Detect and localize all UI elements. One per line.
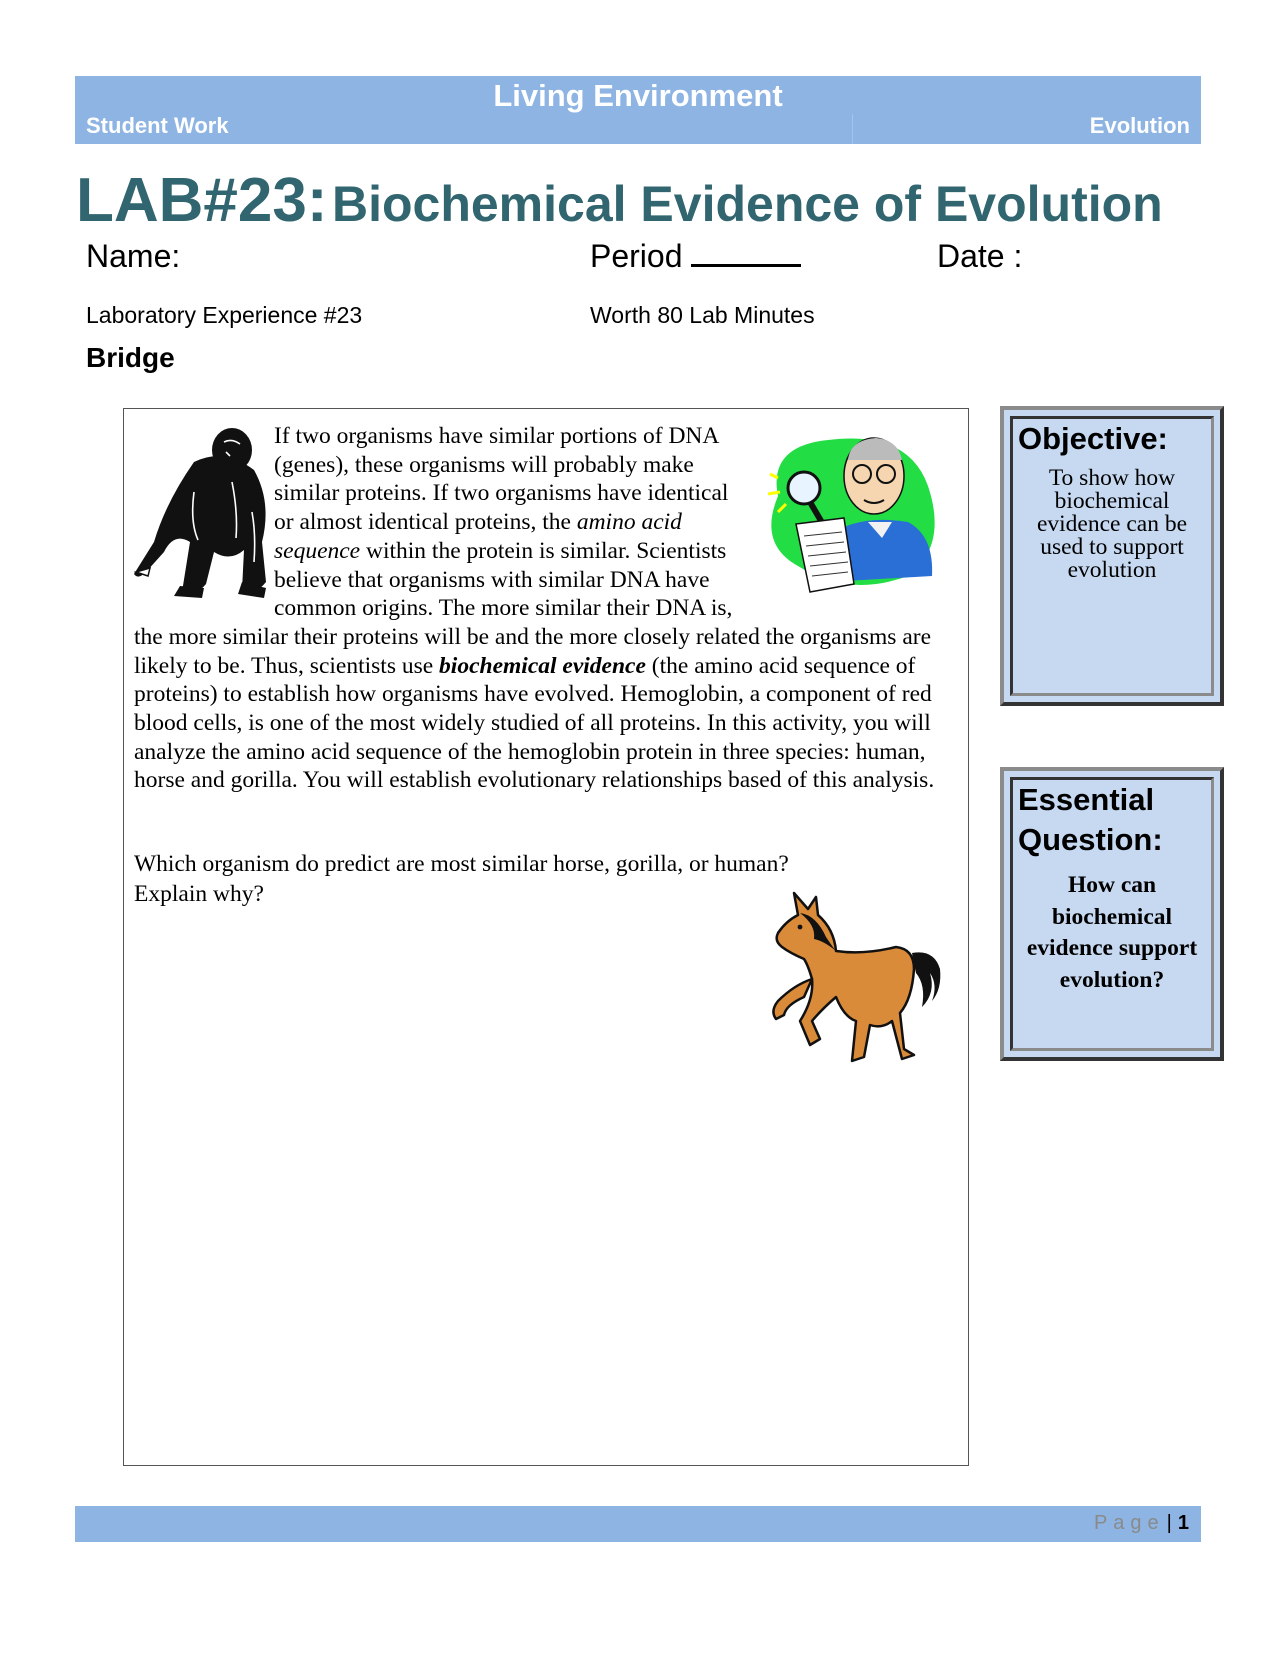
date-field[interactable] bbox=[937, 236, 1022, 276]
essential-heading-line-1: Essential bbox=[1018, 782, 1155, 817]
lab-number: LAB#23: bbox=[76, 166, 328, 235]
name-field[interactable] bbox=[86, 236, 180, 276]
question-line-1: Which organism do predict are most similar horse, gorilla, or human? bbox=[134, 851, 789, 877]
intro-text-part1: If two organisms have similar portions of DNA (genes), these organisms will probably make similar proteins. If two organisms have identical or almost identical proteins, the bbox=[274, 423, 729, 536]
period-field[interactable] bbox=[590, 236, 801, 276]
intro-paragraph bbox=[134, 422, 952, 795]
objective-heading: Objective: bbox=[1018, 421, 1168, 456]
lab-subtitle: Biochemical Evidence of Evolution bbox=[331, 176, 1163, 232]
header-band bbox=[75, 76, 1201, 144]
period-label: Period bbox=[590, 238, 683, 274]
essential-heading-line-2: Question: bbox=[1018, 822, 1163, 857]
amino-acid-term: amino acid sequence bbox=[274, 509, 682, 564]
content-box bbox=[123, 408, 969, 1466]
essential-question-inner bbox=[1010, 777, 1214, 1051]
header-right-label: Evolution bbox=[1089, 113, 1190, 138]
footer-band bbox=[75, 1506, 1201, 1542]
scientist-icon bbox=[758, 426, 948, 598]
name-label: Name: bbox=[86, 238, 181, 274]
essential-question-box bbox=[1000, 767, 1224, 1061]
page-word: Page bbox=[1093, 1512, 1165, 1534]
header-divider bbox=[852, 114, 853, 144]
gorilla-image bbox=[134, 422, 274, 604]
page-separator: | bbox=[1166, 1512, 1172, 1534]
essential-question-text: How can biochemical evidence support evolution? bbox=[1026, 872, 1198, 993]
lab-worth: Worth 80 Lab Minutes bbox=[590, 302, 815, 328]
objective-box bbox=[1000, 406, 1224, 706]
intro-text-part3: (the amino acid sequence of proteins) to establish how organisms have evolved. Hemoglobin, a component of red blood cells, is one of the most widely studied of all proteins. In this activity, you will analyze the amino acid sequence of the hemoglobin protein in three species: human, horse and gorilla. You will establish evolutionary relationships based of this analysis. bbox=[134, 652, 935, 794]
prediction-question bbox=[134, 849, 834, 909]
lab-experience: Laboratory Experience #23 bbox=[86, 302, 363, 328]
objective-text: To show how biochemical evidence can be used to support evolution bbox=[1036, 465, 1188, 583]
biochemical-evidence-term: biochemical evidence bbox=[439, 652, 646, 679]
intro-text-part2: within the protein is similar. Scientists believe that organisms with similar DNA have common origins. The more similar their DNA is, the more similar their proteins will be and the more closely related the organisms are likely to be. Thus, scientists use bbox=[134, 537, 932, 679]
gorilla-icon bbox=[134, 422, 274, 604]
page-number: 1 bbox=[1177, 1512, 1189, 1534]
header-left-label: Student Work bbox=[86, 113, 229, 138]
scientist-image bbox=[748, 422, 952, 604]
period-blank[interactable] bbox=[691, 238, 801, 267]
header-title: Living Environment bbox=[493, 78, 783, 113]
horse-icon bbox=[764, 889, 944, 1069]
date-label: Date : bbox=[937, 238, 1023, 274]
section-heading: Bridge bbox=[86, 342, 175, 373]
objective-inner bbox=[1010, 416, 1214, 696]
page-indicator bbox=[1094, 1508, 1189, 1538]
question-line-2: Explain why? bbox=[134, 881, 264, 907]
